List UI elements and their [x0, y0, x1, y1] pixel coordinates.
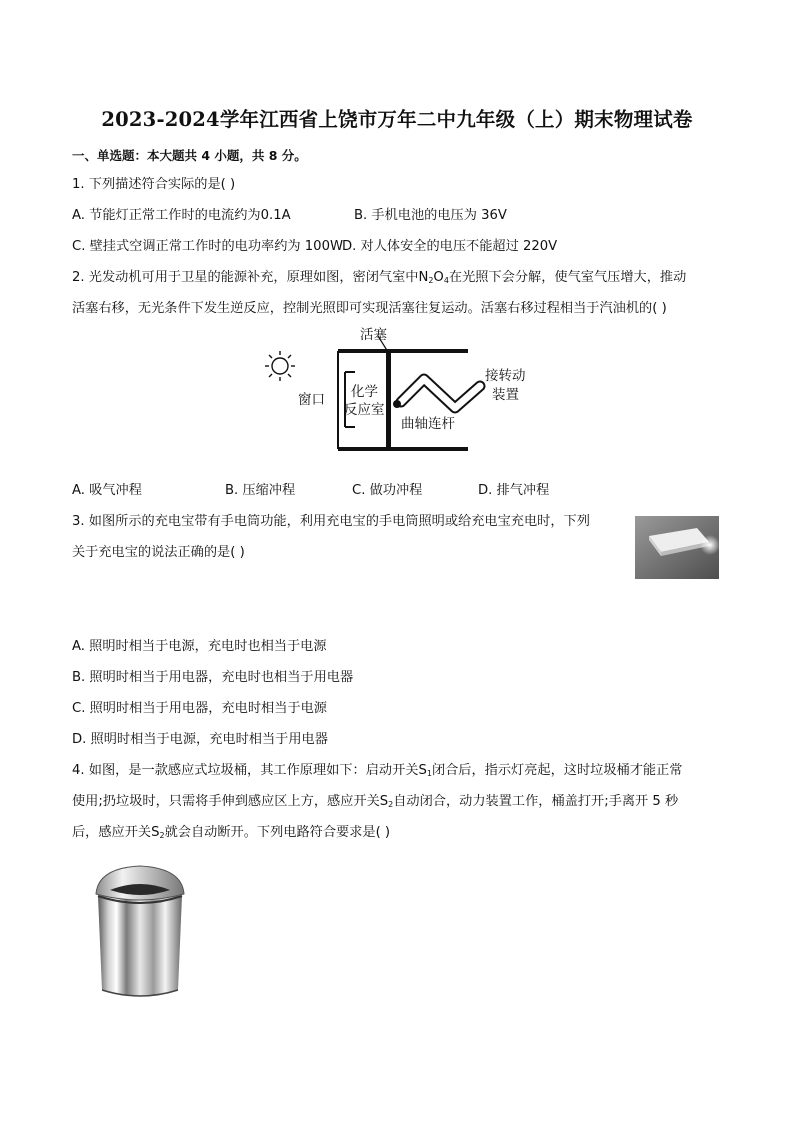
q1-option-c: C. 壁挂式空调正常工作时的电功率约为 100W [72, 239, 343, 254]
section-heading: 一、单选题：本大题共 4 小题，共 8 分。 [72, 148, 307, 163]
window-label: 窗口 [298, 392, 325, 408]
q2-stem-line1: 2. 光发动机可用于卫星的能源补充，原理如图，密闭气室中$N_2O_4$在光照下会分解，使气室气压增大，推动 [72, 270, 687, 285]
q2-option-b: B. 压缩冲程 [225, 483, 296, 498]
q4-stem-line3: 后，感应开关$S_2$就会自动断开。下列电路符合要求是( ) [72, 825, 391, 840]
q2-option-a: A. 吸气冲程 [72, 483, 142, 498]
q2-option-d: D. 排气冲程 [478, 483, 550, 498]
q3-option-a: A. 照明时相当于电源，充电时也相当于电源 [72, 639, 327, 654]
light-engine-diagram [250, 322, 550, 462]
device-label-2: 装置 [492, 387, 519, 403]
q4-stem-line2: 使用;扔垃圾时，只需将手伸到感应区上方，感应开关$S_2$自动闭合，动力装置工作，桶盖打开;手离开 5 秒 [72, 794, 679, 809]
crank-label: 曲轴连杆 [401, 416, 455, 432]
chamber-label-1: 化学 [351, 384, 378, 400]
device-label-1: 接转动 [485, 368, 526, 384]
trash-can-photo [88, 860, 192, 1002]
q2-stem-line2: 活塞右移，无光条件下发生逆反应，控制光照即可实现活塞往复运动。活塞右移过程相当于汽油机的( ) [72, 301, 667, 316]
q3-option-c: C. 照明时相当于用电器，充电时相当于电源 [72, 701, 327, 716]
q3-option-b: B. 照明时相当于用电器，充电时也相当于用电器 [72, 670, 354, 685]
q1-option-b: B. 手机电池的电压为 36V [354, 208, 507, 223]
q3-stem-line2: 关于充电宝的说法正确的是( ) [72, 545, 245, 560]
crank-rod [393, 379, 480, 408]
q3-option-d: D. 照明时相当于电源，充电时相当于用电器 [72, 732, 328, 747]
sun-icon [265, 351, 295, 381]
page-title: 2023-2024学年江西省上饶市万年二中九年级（上）期末物理试卷 [101, 108, 693, 131]
q1-stem: 1. 下列描述符合实际的是( ) [72, 177, 236, 192]
q4-stem-line1: 4. 如图，是一款感应式垃圾桶，其工作原理如下：启动开关$S_1$闭合后，指示灯亮起，这时垃圾桶才能正常 [72, 763, 683, 778]
piston [386, 351, 391, 449]
q2-option-c: C. 做功冲程 [352, 483, 423, 498]
power-bank-photo [635, 516, 719, 579]
chamber-label-2: 反应室 [344, 402, 385, 418]
q3-stem-line1: 3. 如图所示的充电宝带有手电筒功能，利用充电宝的手电筒照明或给充电宝充电时，下列 [72, 514, 590, 529]
q1-option-d: D. 对人体安全的电压不能超过 220V [342, 239, 558, 254]
piston-label: 活塞 [360, 327, 387, 343]
q1-option-a: A. 节能灯正常工作时的电流约为0.1A [72, 208, 291, 223]
